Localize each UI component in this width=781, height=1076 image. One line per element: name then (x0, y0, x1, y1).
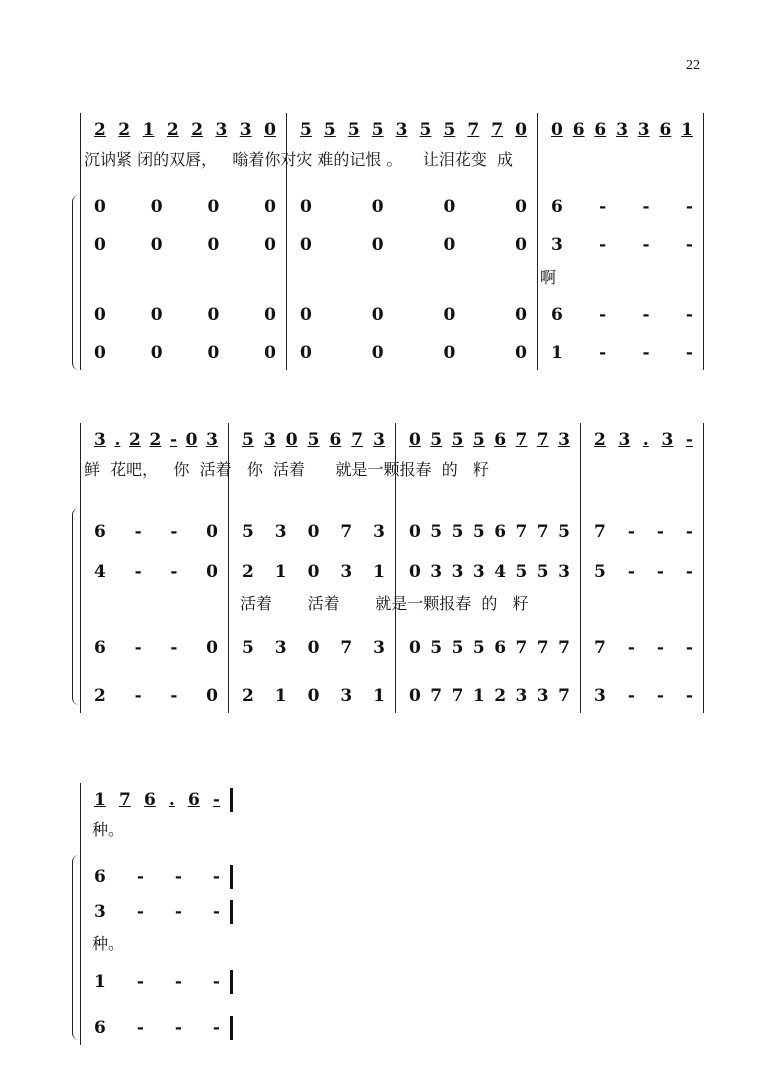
note: 7 (558, 686, 570, 706)
note: 1 (472, 686, 485, 706)
note: 3 (558, 430, 570, 450)
note: - (599, 343, 607, 363)
note: 0 (443, 235, 456, 255)
note: 0 (515, 120, 527, 140)
note: 0 (150, 305, 163, 325)
note: - (642, 343, 650, 363)
note: 0 (371, 197, 384, 217)
note: 5 (430, 522, 443, 542)
note: 3 (373, 430, 385, 450)
note: 0 (300, 305, 312, 325)
note: - (212, 902, 220, 922)
note: 3 (551, 235, 563, 255)
note: 0 (515, 343, 527, 363)
note: 6 (94, 867, 106, 887)
note: 3 (661, 430, 674, 450)
note: 6 (551, 305, 563, 325)
note: 0 (207, 235, 220, 255)
barline (537, 113, 538, 370)
note: 5 (536, 562, 549, 582)
note: 1 (681, 120, 693, 140)
note: 5 (347, 120, 360, 140)
note: 3 (94, 902, 106, 922)
note: 0 (409, 562, 421, 582)
note: - (685, 343, 693, 363)
note: 1 (274, 562, 287, 582)
note: 3 (536, 686, 549, 706)
note: 0 (285, 430, 298, 450)
note: 7 (515, 522, 528, 542)
note: 6 (94, 638, 106, 658)
part-measure (94, 864, 220, 890)
note: - (174, 1018, 182, 1038)
melody-measure (594, 427, 693, 453)
note: 5 (323, 120, 336, 140)
note: 6 (659, 120, 672, 140)
melody-lyrics: 沉讷紧 闭的双唇， 嗡着你对灾 难的记恨 。 让泪花变 成 (84, 150, 514, 169)
note: 3 (558, 562, 570, 582)
note: 3 (616, 120, 628, 140)
note: - (685, 197, 693, 217)
note: 5 (242, 430, 254, 450)
note: 3 (637, 120, 650, 140)
note: 0 (371, 305, 384, 325)
note: - (136, 867, 144, 887)
note: 7 (536, 522, 549, 542)
part-measure (242, 635, 385, 661)
system-brace (72, 855, 79, 1040)
note: - (212, 1018, 220, 1038)
note: 0 (206, 522, 218, 542)
note: - (656, 522, 664, 542)
note: 3 (451, 562, 464, 582)
note: 0 (443, 305, 456, 325)
note: 3 (395, 120, 408, 140)
note: - (134, 638, 142, 658)
barline (80, 113, 81, 370)
part-measure (551, 232, 693, 258)
note: - (627, 522, 635, 542)
final-barline (230, 1016, 233, 1040)
note: - (599, 235, 607, 255)
note: 1 (274, 686, 287, 706)
note: 0 (409, 522, 421, 542)
note: 0 (307, 638, 320, 658)
note: 5 (242, 638, 254, 658)
note: 2 (191, 120, 204, 140)
note: 3 (515, 686, 528, 706)
part-measure (409, 683, 570, 709)
note: - (212, 790, 220, 810)
note: - (170, 562, 178, 582)
note: - (685, 638, 693, 658)
note: 5 (419, 120, 432, 140)
note: - (627, 638, 635, 658)
note: 1 (551, 343, 563, 363)
final-barline (230, 900, 233, 924)
note: 0 (300, 197, 312, 217)
note: 7 (558, 638, 570, 658)
note: 0 (409, 638, 421, 658)
part-measure (551, 302, 693, 328)
note: 6 (329, 430, 342, 450)
note: 3 (618, 430, 631, 450)
note: 0 (94, 343, 106, 363)
note: 7 (118, 790, 131, 810)
note: 5 (451, 430, 464, 450)
note: 0 (207, 343, 220, 363)
note: 3 (274, 522, 287, 542)
note: 2 (94, 686, 106, 706)
note: - (685, 430, 693, 450)
note: 1 (94, 972, 106, 992)
note: 7 (340, 522, 353, 542)
note: 0 (443, 197, 456, 217)
note: 5 (515, 562, 528, 582)
part-measure (242, 559, 385, 585)
note: - (627, 686, 635, 706)
note: 0 (409, 686, 421, 706)
note: 0 (150, 343, 163, 363)
note: - (136, 972, 144, 992)
note: 3 (340, 686, 353, 706)
melody-measure (94, 117, 276, 143)
note: 2 (118, 120, 131, 140)
note: - (212, 867, 220, 887)
melody-measure (409, 427, 570, 453)
note: 0 (150, 197, 163, 217)
note: 3 (206, 430, 218, 450)
note: 5 (300, 120, 312, 140)
note: 6 (551, 197, 563, 217)
note: 0 (264, 235, 276, 255)
note: 0 (94, 235, 106, 255)
note: 5 (307, 430, 320, 450)
part-measure (94, 899, 220, 925)
note: - (134, 686, 142, 706)
note: 3 (340, 562, 353, 582)
final-barline (230, 970, 233, 994)
part-measure (551, 194, 693, 220)
note: 2 (594, 430, 606, 450)
final-barline (230, 788, 233, 812)
note: - (685, 305, 693, 325)
part-measure (300, 232, 527, 258)
melody-measure (94, 427, 218, 453)
note: - (656, 686, 664, 706)
note: 2 (166, 120, 179, 140)
note: 7 (467, 120, 480, 140)
note: 1 (94, 790, 106, 810)
note: 7 (536, 430, 549, 450)
note: 4 (494, 562, 507, 582)
page-number: 22 (686, 58, 700, 73)
melody-measure (242, 427, 385, 453)
note: 3 (373, 638, 385, 658)
note: 0 (206, 562, 218, 582)
note: 6 (494, 522, 507, 542)
note: 6 (94, 1018, 106, 1038)
note: - (212, 972, 220, 992)
note: 0 (551, 120, 563, 140)
part-measure (300, 194, 527, 220)
note: 3 (373, 522, 385, 542)
note: 0 (515, 197, 527, 217)
note: - (599, 197, 607, 217)
note: - (136, 902, 144, 922)
note: 3 (274, 638, 287, 658)
note: . (168, 790, 175, 810)
note: - (685, 522, 693, 542)
part-measure (409, 519, 570, 545)
part-measure (94, 194, 276, 220)
part-measure (300, 340, 527, 366)
note: 0 (307, 562, 320, 582)
note: - (642, 305, 650, 325)
barline (80, 423, 81, 713)
note: - (170, 638, 178, 658)
note: 7 (351, 430, 364, 450)
barline (703, 113, 704, 370)
note: 0 (185, 430, 198, 450)
note: 3 (472, 562, 485, 582)
note: 0 (94, 305, 106, 325)
note: 5 (443, 120, 456, 140)
note: - (174, 902, 182, 922)
note: 5 (472, 638, 485, 658)
note: 5 (430, 638, 443, 658)
note: 6 (572, 120, 585, 140)
note: - (134, 522, 142, 542)
note: - (136, 1018, 144, 1038)
note: - (656, 562, 664, 582)
note: 7 (451, 686, 464, 706)
note: 6 (187, 790, 200, 810)
note: 0 (443, 343, 456, 363)
note: 7 (340, 638, 353, 658)
part-measure (94, 635, 218, 661)
note: 0 (515, 235, 527, 255)
melody-measure (300, 117, 527, 143)
final-barline (230, 865, 233, 889)
note: - (685, 562, 693, 582)
note: 6 (143, 790, 156, 810)
note: 2 (94, 120, 106, 140)
barline (580, 423, 581, 713)
part-measure (242, 683, 385, 709)
note: 1 (142, 120, 155, 140)
note: 2 (129, 430, 141, 450)
note: - (685, 686, 693, 706)
note: 0 (515, 305, 527, 325)
note: 0 (300, 235, 312, 255)
note: 5 (430, 430, 443, 450)
note: 5 (242, 522, 254, 542)
harmony-lyrics: 活着 活着 就是一颗报春 的 籽 (240, 594, 529, 613)
note: 2 (494, 686, 507, 706)
part-measure (594, 635, 693, 661)
part-measure (94, 519, 218, 545)
harmony-lyrics: 啊 (540, 268, 557, 287)
melody-lyrics: 鲜 花吧， 你 活着 你 活着 就是一颗报春 的 籽 (84, 460, 489, 479)
system-brace (72, 195, 79, 370)
note: 0 (264, 305, 276, 325)
note: 5 (558, 522, 570, 542)
melody-measure (551, 117, 693, 143)
note: 0 (371, 343, 384, 363)
note: 6 (494, 430, 507, 450)
note: 0 (371, 235, 384, 255)
part-measure (409, 559, 570, 585)
note: 2 (242, 562, 254, 582)
note: 5 (371, 120, 384, 140)
note: - (169, 430, 178, 450)
note: 3 (215, 120, 228, 140)
part-measure (300, 302, 527, 328)
melody-lyrics: 种。 (92, 820, 125, 839)
part-measure (242, 519, 385, 545)
note: - (685, 235, 693, 255)
note: 1 (373, 562, 385, 582)
part-measure (94, 232, 276, 258)
note: 5 (451, 522, 464, 542)
note: . (642, 430, 649, 450)
part-measure (594, 519, 693, 545)
note: - (170, 686, 178, 706)
note: 7 (491, 120, 504, 140)
note: 0 (264, 343, 276, 363)
note: 0 (307, 686, 320, 706)
note: 3 (263, 430, 276, 450)
part-measure (409, 635, 570, 661)
note: 2 (242, 686, 254, 706)
note: - (174, 867, 182, 887)
note: 6 (494, 638, 507, 658)
note: - (174, 972, 182, 992)
part-measure (94, 559, 218, 585)
barline (703, 423, 704, 713)
note: 3 (94, 430, 106, 450)
note: - (642, 235, 650, 255)
note: 0 (409, 430, 421, 450)
note: 0 (207, 197, 220, 217)
part-measure (551, 340, 693, 366)
part-measure (94, 340, 276, 366)
part-measure (94, 683, 218, 709)
note: 0 (264, 197, 276, 217)
note: 2 (149, 430, 162, 450)
note: 7 (536, 638, 549, 658)
note: 0 (206, 686, 218, 706)
note: 7 (430, 686, 443, 706)
note: 4 (94, 562, 106, 582)
note: 7 (594, 522, 606, 542)
note: 1 (373, 686, 385, 706)
part-measure (94, 969, 220, 995)
part-measure (594, 683, 693, 709)
note: 5 (472, 430, 485, 450)
barline (80, 783, 81, 1045)
note: 6 (594, 120, 607, 140)
note: - (134, 562, 142, 582)
note: 0 (94, 197, 106, 217)
system-brace (72, 508, 79, 705)
note: 0 (300, 343, 312, 363)
note: 0 (307, 522, 320, 542)
note: 7 (594, 638, 606, 658)
part-measure (94, 302, 276, 328)
note: 0 (150, 235, 163, 255)
note: 7 (515, 430, 528, 450)
note: - (656, 638, 664, 658)
note: 3 (594, 686, 606, 706)
note: - (642, 197, 650, 217)
note: 0 (264, 120, 276, 140)
note: 5 (472, 522, 485, 542)
part-measure (94, 1015, 220, 1041)
note: 0 (206, 638, 218, 658)
note: 3 (430, 562, 443, 582)
note: . (114, 430, 121, 450)
note: 0 (207, 305, 220, 325)
note: - (170, 522, 178, 542)
harmony-lyrics: 种。 (92, 934, 125, 953)
note: 7 (515, 638, 528, 658)
note: 3 (239, 120, 252, 140)
note: 5 (594, 562, 606, 582)
note: 5 (451, 638, 464, 658)
melody-measure (94, 787, 220, 813)
note: - (627, 562, 635, 582)
note: - (599, 305, 607, 325)
part-measure (594, 559, 693, 585)
note: 6 (94, 522, 106, 542)
